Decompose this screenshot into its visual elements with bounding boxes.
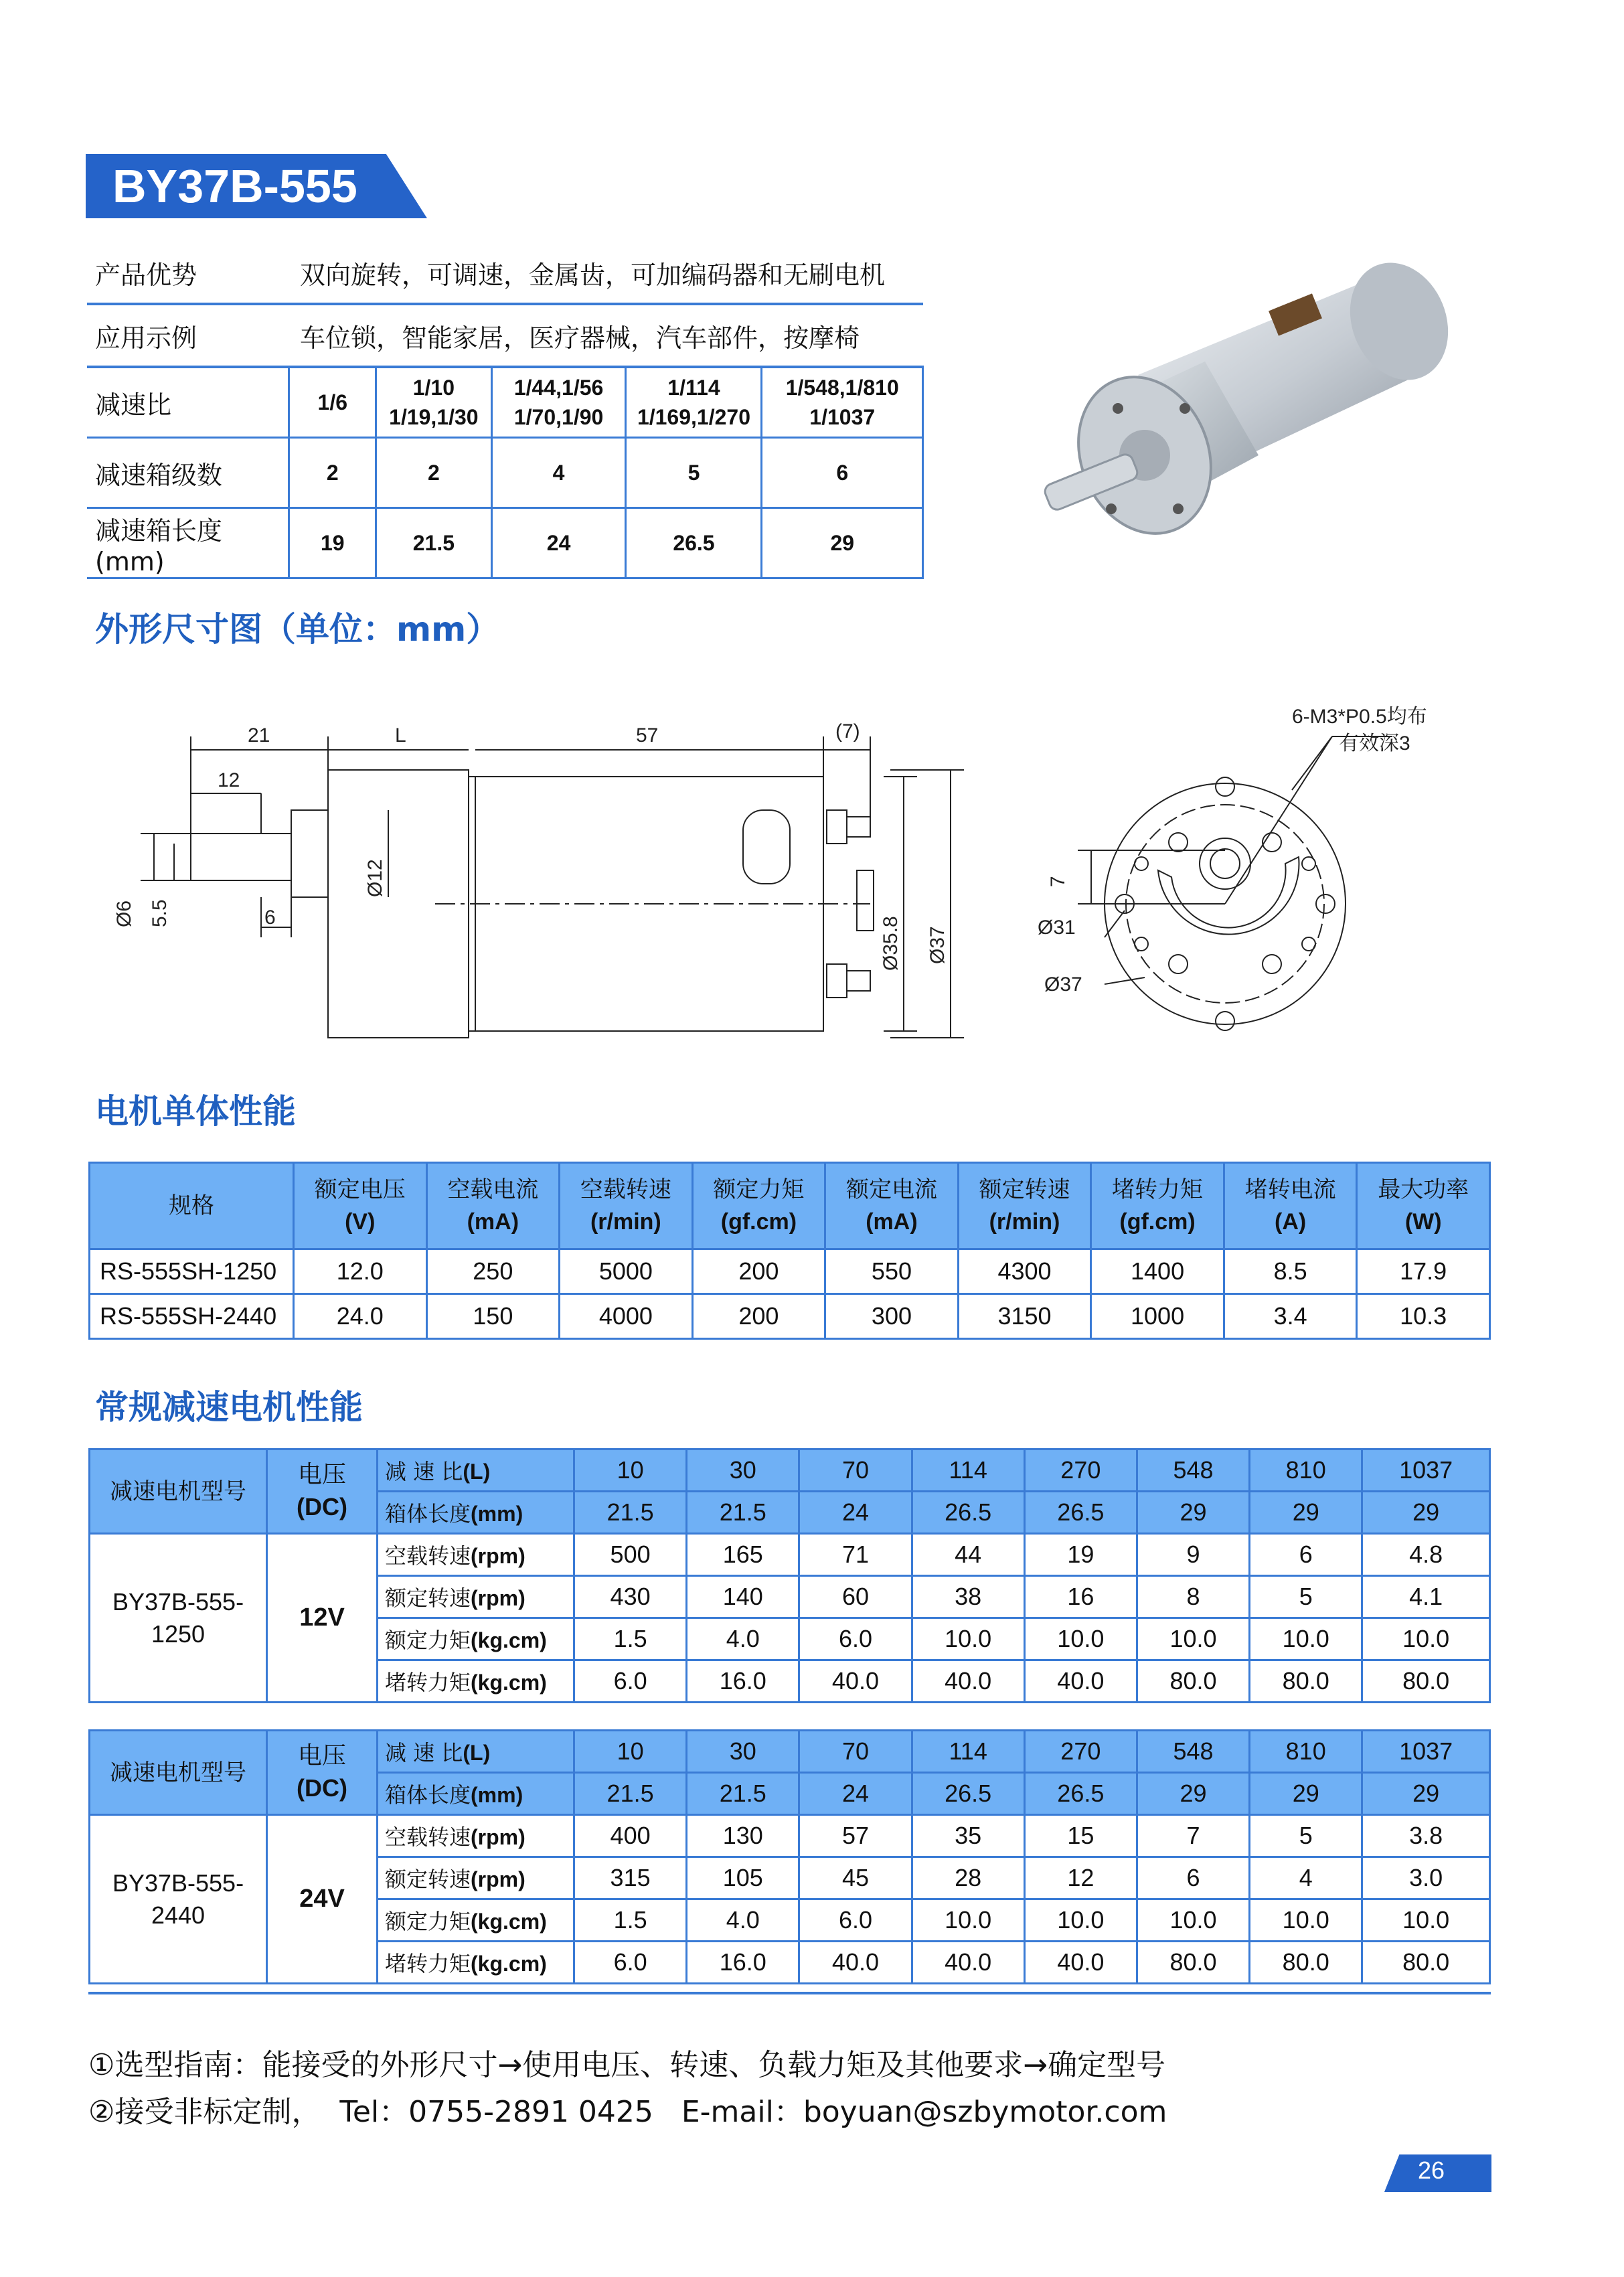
cell: 3150 (958, 1294, 1091, 1339)
dimension-drawing (100, 696, 1506, 1071)
voltage-cell: 12V (267, 1534, 378, 1703)
cell: 21.5 (574, 1773, 687, 1815)
cell: 10.0 (1024, 1899, 1137, 1942)
row-label: 堵转力矩(kg.cm) (378, 1660, 574, 1703)
cell: 550 (825, 1249, 959, 1294)
stages-row (87, 438, 923, 508)
cell: 15 (1024, 1815, 1137, 1857)
cell: 29 (1362, 1773, 1490, 1815)
voltage-header: 电压 (DC) (267, 1731, 378, 1815)
cell: 24 (799, 1492, 912, 1534)
cell: 57 (799, 1815, 912, 1857)
cell: 200 (692, 1249, 825, 1294)
dim-phi6: Ø6 (113, 900, 135, 927)
advantage-label: 产品优势 (87, 242, 289, 304)
cell: 810 (1250, 1731, 1362, 1773)
cell: 430 (574, 1576, 687, 1618)
length-label: 箱体长度(mm) (378, 1492, 574, 1534)
header-cell: 额定转速 (r/min) (958, 1163, 1091, 1249)
cell: 10.0 (1362, 1899, 1490, 1942)
cell: 28 (912, 1857, 1024, 1899)
cell: 6 (1250, 1534, 1362, 1576)
cell: 4 (1250, 1857, 1362, 1899)
boss-outline (291, 810, 328, 897)
ratio-cell: 1/114 1/169,1/270 (626, 367, 762, 438)
length-cell: 19 (289, 508, 376, 578)
table-row (90, 1249, 1490, 1294)
ratio-label: 减 速 比(L) (378, 1731, 574, 1773)
cell: 26.5 (1024, 1773, 1137, 1815)
cell: 29 (1137, 1492, 1249, 1534)
ratio-cell: 1/44,1/56 1/70,1/90 (491, 367, 626, 438)
cell: 1.5 (574, 1899, 687, 1942)
stages-label: 减速箱级数 (87, 438, 289, 508)
cell: 4.0 (687, 1618, 799, 1660)
cell: 17.9 (1357, 1249, 1490, 1294)
cell: 6.0 (574, 1942, 687, 1984)
cell: 5000 (560, 1249, 693, 1294)
header-cell: 最大功率 (W) (1357, 1163, 1490, 1249)
selection-guide-note: ①选型指南：能接受的外形尺寸→使用电压、转速、负载力矩及其他要求→确定型号 (88, 2048, 1166, 2082)
cell: 3.0 (1362, 1857, 1490, 1899)
cell: 44 (912, 1534, 1024, 1576)
row-label: 额定力矩(kg.cm) (378, 1618, 574, 1660)
ratio-label: 减速比 (87, 367, 289, 438)
gear-section-title: 常规减速电机性能 (95, 1388, 363, 1427)
length-cell: 26.5 (626, 508, 762, 578)
model-cell: BY37B-555- 1250 (90, 1534, 267, 1703)
cell: 80.0 (1362, 1660, 1490, 1703)
dim-7: (7) (835, 720, 860, 742)
cell: 70 (799, 1449, 912, 1492)
row-label: 额定转速(rpm) (378, 1857, 574, 1899)
dim-5-5: 5.5 (149, 899, 171, 927)
table-row (90, 1449, 1490, 1492)
cell: 4300 (958, 1249, 1091, 1294)
cell: 3.4 (1224, 1294, 1357, 1339)
ratio-label: 减 速 比(L) (378, 1449, 574, 1492)
cell: 300 (825, 1294, 959, 1339)
cell: 80.0 (1137, 1660, 1249, 1703)
header-cell: 额定电压 (V) (294, 1163, 427, 1249)
cell: 548 (1137, 1731, 1249, 1773)
dim-6: 6 (264, 907, 276, 929)
cell: 30 (687, 1449, 799, 1492)
cell: 12 (1024, 1857, 1137, 1899)
stages-cell: 2 (289, 438, 376, 508)
cell: 1000 (1091, 1294, 1224, 1339)
table-row (90, 1815, 1490, 1857)
cell: RS-555SH-2440 (90, 1294, 294, 1339)
cell: 40.0 (799, 1942, 912, 1984)
stages-cell: 4 (491, 438, 626, 508)
cell: 30 (687, 1731, 799, 1773)
cell: 4.1 (1362, 1576, 1490, 1618)
cell: 6 (1137, 1857, 1249, 1899)
cell: 105 (687, 1857, 799, 1899)
cell: 8 (1137, 1576, 1249, 1618)
row-label: 堵转力矩(kg.cm) (378, 1942, 574, 1984)
cell: 5 (1250, 1576, 1362, 1618)
header-cell: 规格 (90, 1163, 294, 1249)
footer-divider (88, 1992, 1491, 1994)
cell: 150 (426, 1294, 560, 1339)
motor-header-row (90, 1163, 1490, 1249)
cell: 810 (1250, 1449, 1362, 1492)
cell: 6.0 (799, 1618, 912, 1660)
cell: 10.0 (1137, 1618, 1249, 1660)
cell: 5 (1250, 1815, 1362, 1857)
motor-section-title: 电机单体性能 (95, 1092, 296, 1131)
advantage-text: 双向旋转，可调速，金属齿，可加编码器和无刷电机 (289, 242, 923, 304)
cell: 1037 (1362, 1731, 1490, 1773)
cell: 26.5 (912, 1492, 1024, 1534)
row-label: 空载转速(rpm) (378, 1815, 574, 1857)
motor-performance-table (88, 1162, 1491, 1340)
dim-phi35-8: Ø35.8 (880, 916, 902, 971)
cell: 270 (1024, 1449, 1137, 1492)
model-header: 减速电机型号 (90, 1731, 267, 1815)
cell: 16.0 (687, 1660, 799, 1703)
cell: 70 (799, 1731, 912, 1773)
cell: 80.0 (1362, 1942, 1490, 1984)
cell: 200 (692, 1294, 825, 1339)
cell: 7 (1137, 1815, 1249, 1857)
dimension-section-title: 外形尺寸图（单位：mm） (95, 610, 500, 649)
application-row (87, 304, 923, 367)
cell: 3.8 (1362, 1815, 1490, 1857)
cell: 45 (799, 1857, 912, 1899)
cell: 29 (1362, 1492, 1490, 1534)
header-cell: 额定力矩 (gf.cm) (692, 1163, 825, 1249)
cell: 80.0 (1250, 1660, 1362, 1703)
cell: 400 (574, 1815, 687, 1857)
cell: 10.0 (1024, 1618, 1137, 1660)
dim-12: 12 (218, 769, 240, 791)
cell: 80.0 (1250, 1942, 1362, 1984)
cell: 21.5 (687, 1492, 799, 1534)
cell: 40.0 (912, 1942, 1024, 1984)
stages-cell: 5 (626, 438, 762, 508)
stages-cell: 6 (762, 438, 923, 508)
dim-7-front: 7 (1047, 876, 1069, 887)
table-row (90, 1294, 1490, 1339)
cell: 40.0 (799, 1660, 912, 1703)
cell: 12.0 (294, 1249, 427, 1294)
cell: 10 (574, 1731, 687, 1773)
spec-table (87, 242, 924, 579)
cell: 9 (1137, 1534, 1249, 1576)
cell: 1037 (1362, 1449, 1490, 1492)
cell: 29 (1250, 1773, 1362, 1815)
cell: 10.0 (1250, 1618, 1362, 1660)
shaft-outline (191, 834, 291, 880)
cell: 26.5 (1024, 1492, 1137, 1534)
cell: 500 (574, 1534, 687, 1576)
cell: 40.0 (1024, 1660, 1137, 1703)
cell: 10.0 (1362, 1618, 1490, 1660)
cell: 250 (426, 1249, 560, 1294)
header-cell: 堵转力矩 (gf.cm) (1091, 1163, 1224, 1249)
cell: 1400 (1091, 1249, 1224, 1294)
cell: 130 (687, 1815, 799, 1857)
dim-21: 21 (248, 724, 270, 747)
cell: 140 (687, 1576, 799, 1618)
table-row (90, 1534, 1490, 1576)
dim-phi12: Ø12 (364, 859, 386, 897)
header-cell: 空载电流 (mA) (426, 1163, 560, 1249)
cell: 71 (799, 1534, 912, 1576)
row-label: 额定转速(rpm) (378, 1576, 574, 1618)
cell: 21.5 (687, 1773, 799, 1815)
table-row (90, 1731, 1490, 1773)
cell: 6.0 (574, 1660, 687, 1703)
length-label: 减速箱长度(mm) (87, 508, 289, 578)
voltage-cell: 24V (267, 1815, 378, 1984)
cell: 35 (912, 1815, 1024, 1857)
cell: 8.5 (1224, 1249, 1357, 1294)
dim-phi37-front: Ø37 (1044, 973, 1082, 996)
cell: 6.0 (799, 1899, 912, 1942)
row-label: 额定力矩(kg.cm) (378, 1899, 574, 1942)
cell: RS-555SH-1250 (90, 1249, 294, 1294)
length-cell: 24 (491, 508, 626, 578)
product-title: BY37B-555 (112, 160, 357, 212)
cell: 114 (912, 1449, 1024, 1492)
cell: 16 (1024, 1576, 1137, 1618)
length-label: 箱体长度(mm) (378, 1773, 574, 1815)
cell: 4.8 (1362, 1534, 1490, 1576)
cell: 40.0 (912, 1660, 1024, 1703)
cell: 24.0 (294, 1294, 427, 1339)
cell: 10.0 (912, 1618, 1024, 1660)
application-text: 车位锁，智能家居，医疗器械，汽车部件，按摩椅 (289, 304, 923, 367)
cell: 10.0 (1250, 1899, 1362, 1942)
product-photo (1004, 254, 1486, 603)
hole-note-2: 有效深3 (1339, 732, 1410, 755)
cell: 315 (574, 1857, 687, 1899)
cell: 40.0 (1024, 1942, 1137, 1984)
cell: 29 (1137, 1773, 1249, 1815)
ratio-cell: 1/548,1/810 1/1037 (762, 367, 923, 438)
model-header: 减速电机型号 (90, 1449, 267, 1534)
dim-L: L (395, 724, 406, 747)
cell: 270 (1024, 1731, 1137, 1773)
length-cell: 29 (762, 508, 923, 578)
dim-57: 57 (636, 724, 659, 747)
motor-body-illustration (1043, 254, 1465, 554)
cell: 1.5 (574, 1618, 687, 1660)
advantage-row (87, 242, 923, 304)
cell: 38 (912, 1576, 1024, 1618)
cell: 16.0 (687, 1942, 799, 1984)
ratio-row (87, 367, 923, 438)
cell: 10.0 (1137, 1899, 1249, 1942)
ratio-cell: 1/10 1/19,1/30 (376, 367, 492, 438)
cell: 165 (687, 1534, 799, 1576)
cell: 21.5 (574, 1492, 687, 1534)
gear-table-12v (88, 1448, 1491, 1703)
length-row (87, 508, 923, 578)
cell: 114 (912, 1731, 1024, 1773)
hole-note-1: 6-M3*P0.5均布 (1292, 706, 1427, 728)
header-cell: 堵转电流 (A) (1224, 1163, 1357, 1249)
cell: 4.0 (687, 1899, 799, 1942)
cell: 19 (1024, 1534, 1137, 1576)
header-cell: 额定电流 (mA) (825, 1163, 959, 1249)
contact-note: ②接受非标定制， Tel：0755-2891 0425 E-mail：boyuan@szbymotor.com (88, 2095, 1167, 2129)
row-label: 空载转速(rpm) (378, 1534, 574, 1576)
cell: 4000 (560, 1294, 693, 1339)
gear-table-24v (88, 1729, 1491, 1984)
cell: 10.3 (1357, 1294, 1490, 1339)
dim-phi31: Ø31 (1038, 917, 1076, 939)
cell: 548 (1137, 1449, 1249, 1492)
cell: 29 (1250, 1492, 1362, 1534)
stages-cell: 2 (376, 438, 492, 508)
cell: 80.0 (1137, 1942, 1249, 1984)
application-label: 应用示例 (87, 304, 289, 367)
cell: 24 (799, 1773, 912, 1815)
cell: 60 (799, 1576, 912, 1618)
ratio-cell: 1/6 (289, 367, 376, 438)
cell: 10.0 (912, 1899, 1024, 1942)
model-cell: BY37B-555- 2440 (90, 1815, 267, 1984)
cell: 26.5 (912, 1773, 1024, 1815)
header-cell: 空载转速 (r/min) (560, 1163, 693, 1249)
cell: 10 (574, 1449, 687, 1492)
length-cell: 21.5 (376, 508, 492, 578)
page-number: 26 (1418, 2156, 1445, 2184)
voltage-header: 电压 (DC) (267, 1449, 378, 1534)
dim-phi37-side: Ø37 (926, 926, 949, 964)
